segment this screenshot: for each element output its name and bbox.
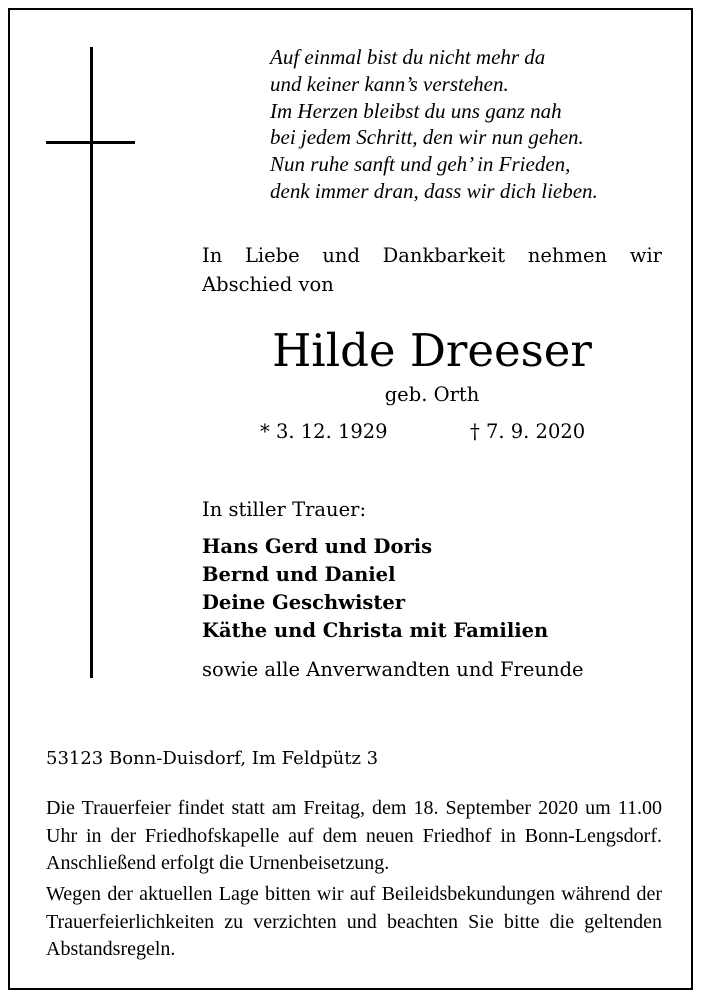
birth-name: geb. Orth: [384, 383, 480, 406]
poem-line: und keiner kann’s verstehen.: [270, 71, 509, 96]
mourner-name: Deine Geschwister: [202, 591, 406, 614]
ceremony-details: Die Trauerfeier findet statt am Freitag, dem 18. September 2020 um 11.00 Uhr in der Friedhofskapelle auf dem neuen Friedhof in Bonn-Lengsdorf. Anschließend erfolgt die Urnenbeisetzung.: [46, 797, 662, 875]
birth-date: * 3. 12. 1929: [260, 420, 388, 443]
relatives-and-friends: sowie alle Anverwandten und Freunde: [202, 658, 584, 681]
mourner-name: Käthe und Christa mit Familien: [202, 619, 549, 642]
death-date: † 7. 9. 2020: [470, 420, 586, 443]
poem-line: Im Herzen bleibst du uns ganz nah: [270, 98, 562, 123]
farewell-intro: In Liebe und Dankbarkeit nehmen wir Abschied von: [202, 244, 662, 296]
poem-line: Auf einmal bist du nicht mehr da: [270, 45, 546, 69]
poem-line: Nun ruhe sanft und geh’ in Frieden,: [270, 152, 571, 177]
mourning-label: In stiller Trauer:: [202, 498, 367, 521]
cross-horizontal-bar: [46, 141, 135, 144]
poem-line: bei jedem Schritt, den wir nun gehen.: [270, 125, 584, 150]
mourners-list: [202, 533, 548, 645]
family-address: 53123 Bonn-Duisdorf, Im Feldpütz 3: [46, 748, 379, 769]
deceased-name: Hilde Dreeser: [272, 324, 592, 377]
condolence-notice: Wegen der aktuellen Lage bitten wir auf Beileidsbekundungen während der Trauerfeierlichkeiten zu verzichten und beachten Sie bitte die geltenden Abstandsregeln.: [46, 883, 662, 961]
poem-line: denk immer dran, dass wir dich lieben.: [270, 178, 598, 203]
mourner-name: Bernd und Daniel: [202, 563, 396, 586]
mourner-name: Hans Gerd und Doris: [202, 535, 433, 558]
memorial-poem: [270, 44, 690, 205]
